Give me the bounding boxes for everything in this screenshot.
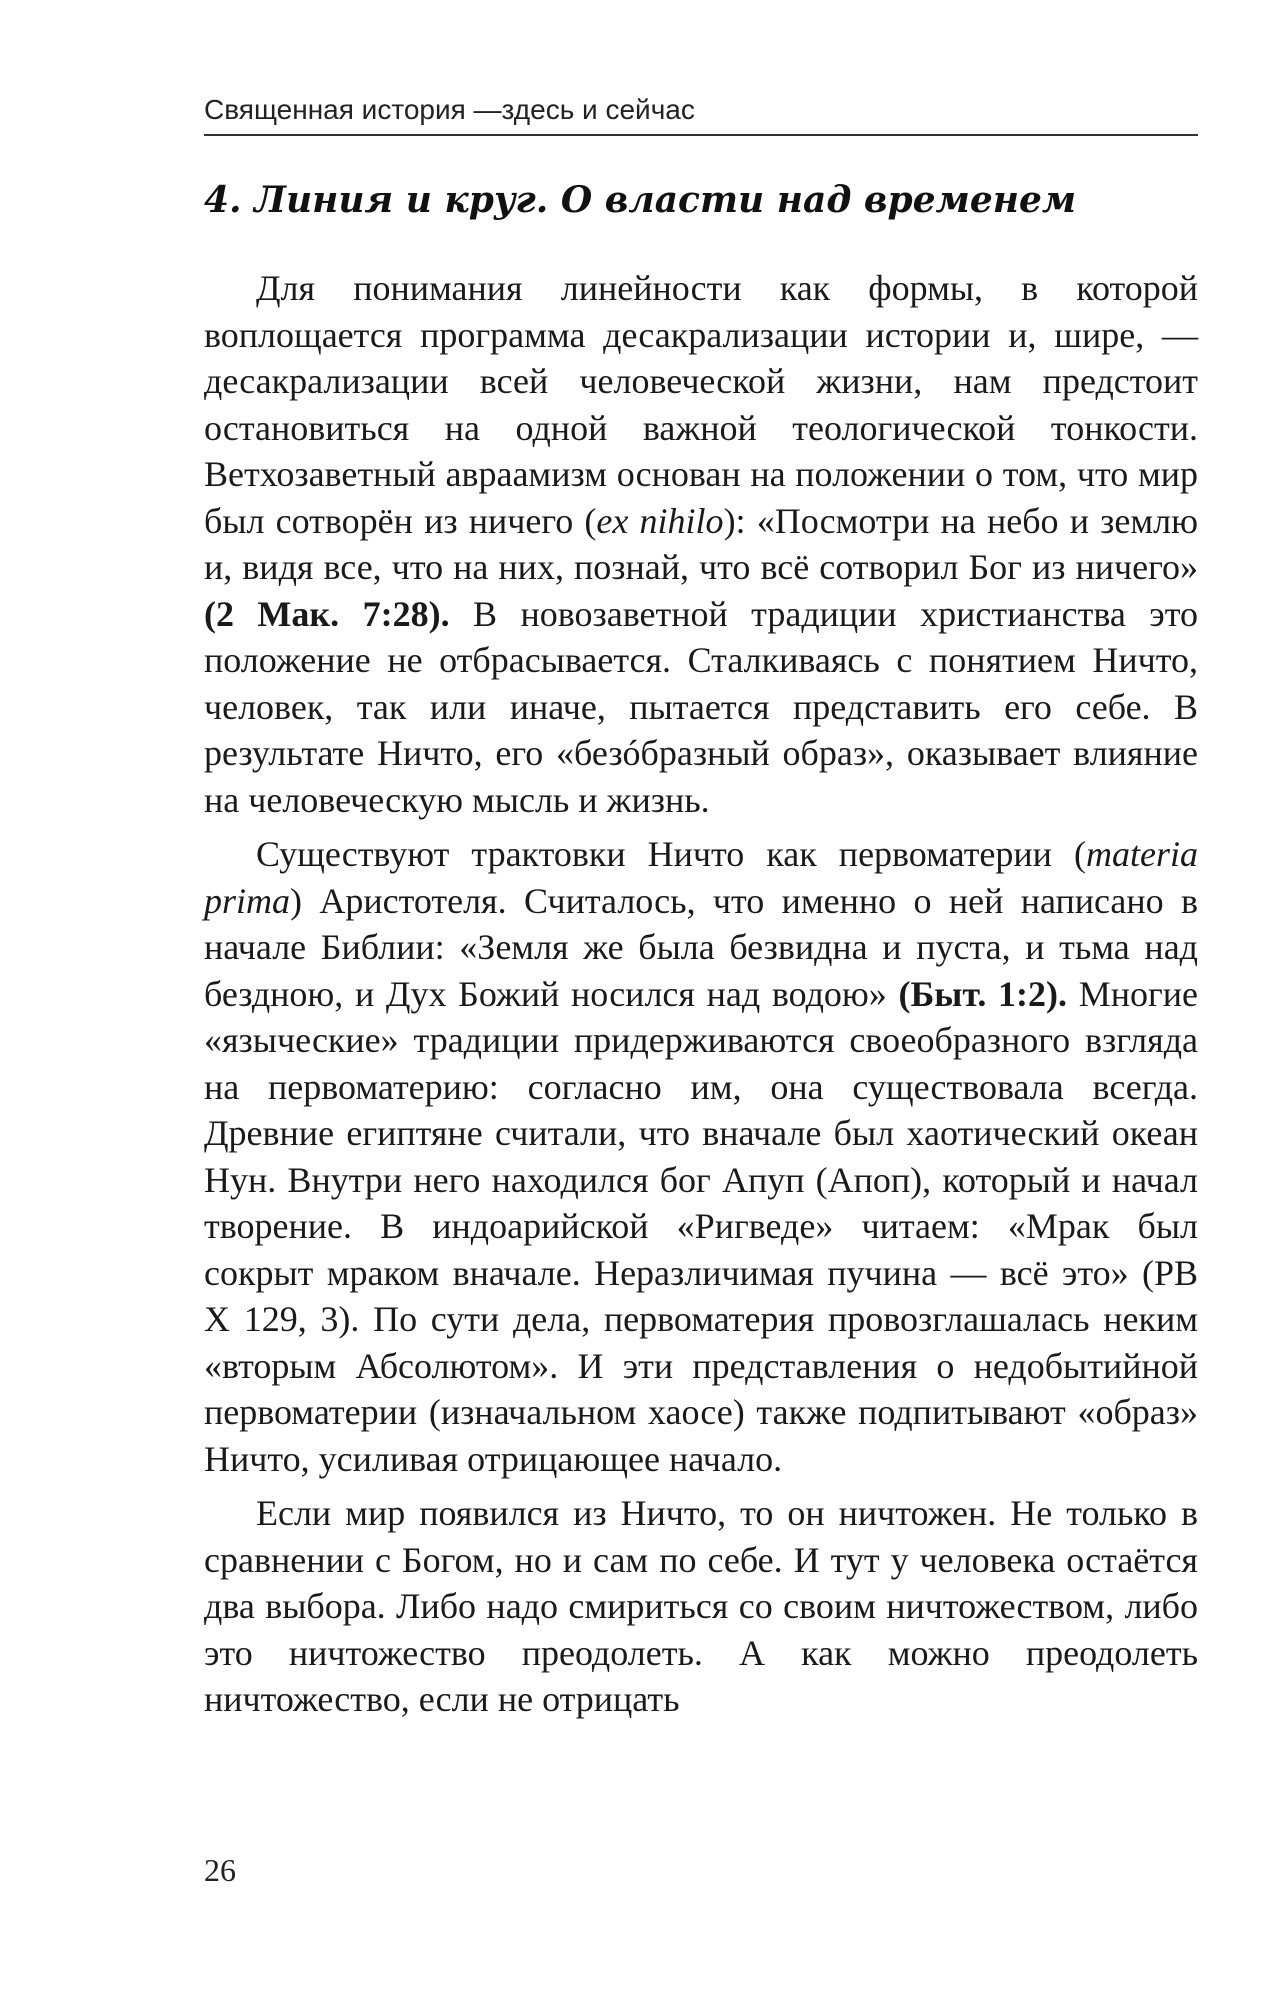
body-text	[204, 265, 1198, 1731]
header-rule	[204, 134, 1198, 136]
paragraph-2-text-a: Существуют трактовки Ничто как первоматерии (	[256, 834, 1086, 874]
book-page	[204, 0, 1198, 2000]
paragraph-1-text-b: ): «Посмотри на небо и землю и, видя все, что на них, познай, что всё сотворил Бог из ничего»	[204, 500, 1198, 587]
paragraph-2-text-b: ) Аристотеля. Считалось, что именно о ней написано в начале Библии: «Земля же была безвидна и пуста, и тьма над бездною, и Дух Божий носился над водою»	[204, 880, 1198, 1014]
paragraph-1-text-c: В новозаветной традиции христианства это положение не отбрасывается. Сталкиваясь с понятием Ничто, человек, так или иначе, пытается представить его себе. В результате Ничто, его «безóбразный образ», оказывает влияние на человеческую мысль и жизнь.	[204, 593, 1198, 820]
latin-term-materia-prima: materia prima	[204, 834, 1198, 921]
paragraph-1	[204, 265, 1198, 823]
scripture-reference-genesis: (Быт. 1:2).	[898, 973, 1068, 1014]
page-number: 26	[204, 1852, 236, 1888]
chapter-title: 4. Линия и круг. О власти над временем	[204, 179, 1077, 221]
running-head: Священная история —здесь и сейчас	[204, 94, 695, 125]
paragraph-3	[204, 1490, 1198, 1723]
paragraph-3-text: Если мир появился из Ничто, то он ничтожен. Не только в сравнении с Богом, но и сам по себе. И тут у человека остаётся два выбора. Либо надо смириться со своим ничтожеством, либо это ничтожество преодолеть. А как можно преодолеть ничтожество, если не отрицать	[204, 1493, 1198, 1719]
latin-term-ex-nihilo: ex nihilo	[596, 500, 724, 541]
paragraph-2	[204, 831, 1198, 1482]
scripture-reference-maccabees: (2 Мак. 7:28).	[204, 593, 450, 634]
paragraph-1-text-a: Для понимания линейности как формы, в которой воплощается программа десакрализации истории и, шире, — десакрализации всей человеческой жизни, нам предстоит остановиться на одной важной теологической тонкости. Ветхозаветный авраамизм основан на положении о том, что мир был сотворён из ничего (	[204, 268, 1198, 541]
paragraph-2-text-c: Многие «языческие» традиции придерживаются своеобразного взгляда на первоматерию: согласно им, она существовала всегда. Древние египтяне считали, что вначале был хаотический океан Нун. Внутри него находился бог Апуп (Апоп), который и начал творение. В индоарийской «Ригведе» читаем: «Мрак был сокрыт мраком вначале. Неразличимая пучина — всё это» (РВ X 129, 3). По сути дела, первоматерия провозглашалась неким «вторым Абсолютом». И эти представления о недобытийной первоматерии (изначальном хаосе) также подпитывают «образ» Ничто, усиливая отрицающее начало.	[204, 973, 1198, 1479]
